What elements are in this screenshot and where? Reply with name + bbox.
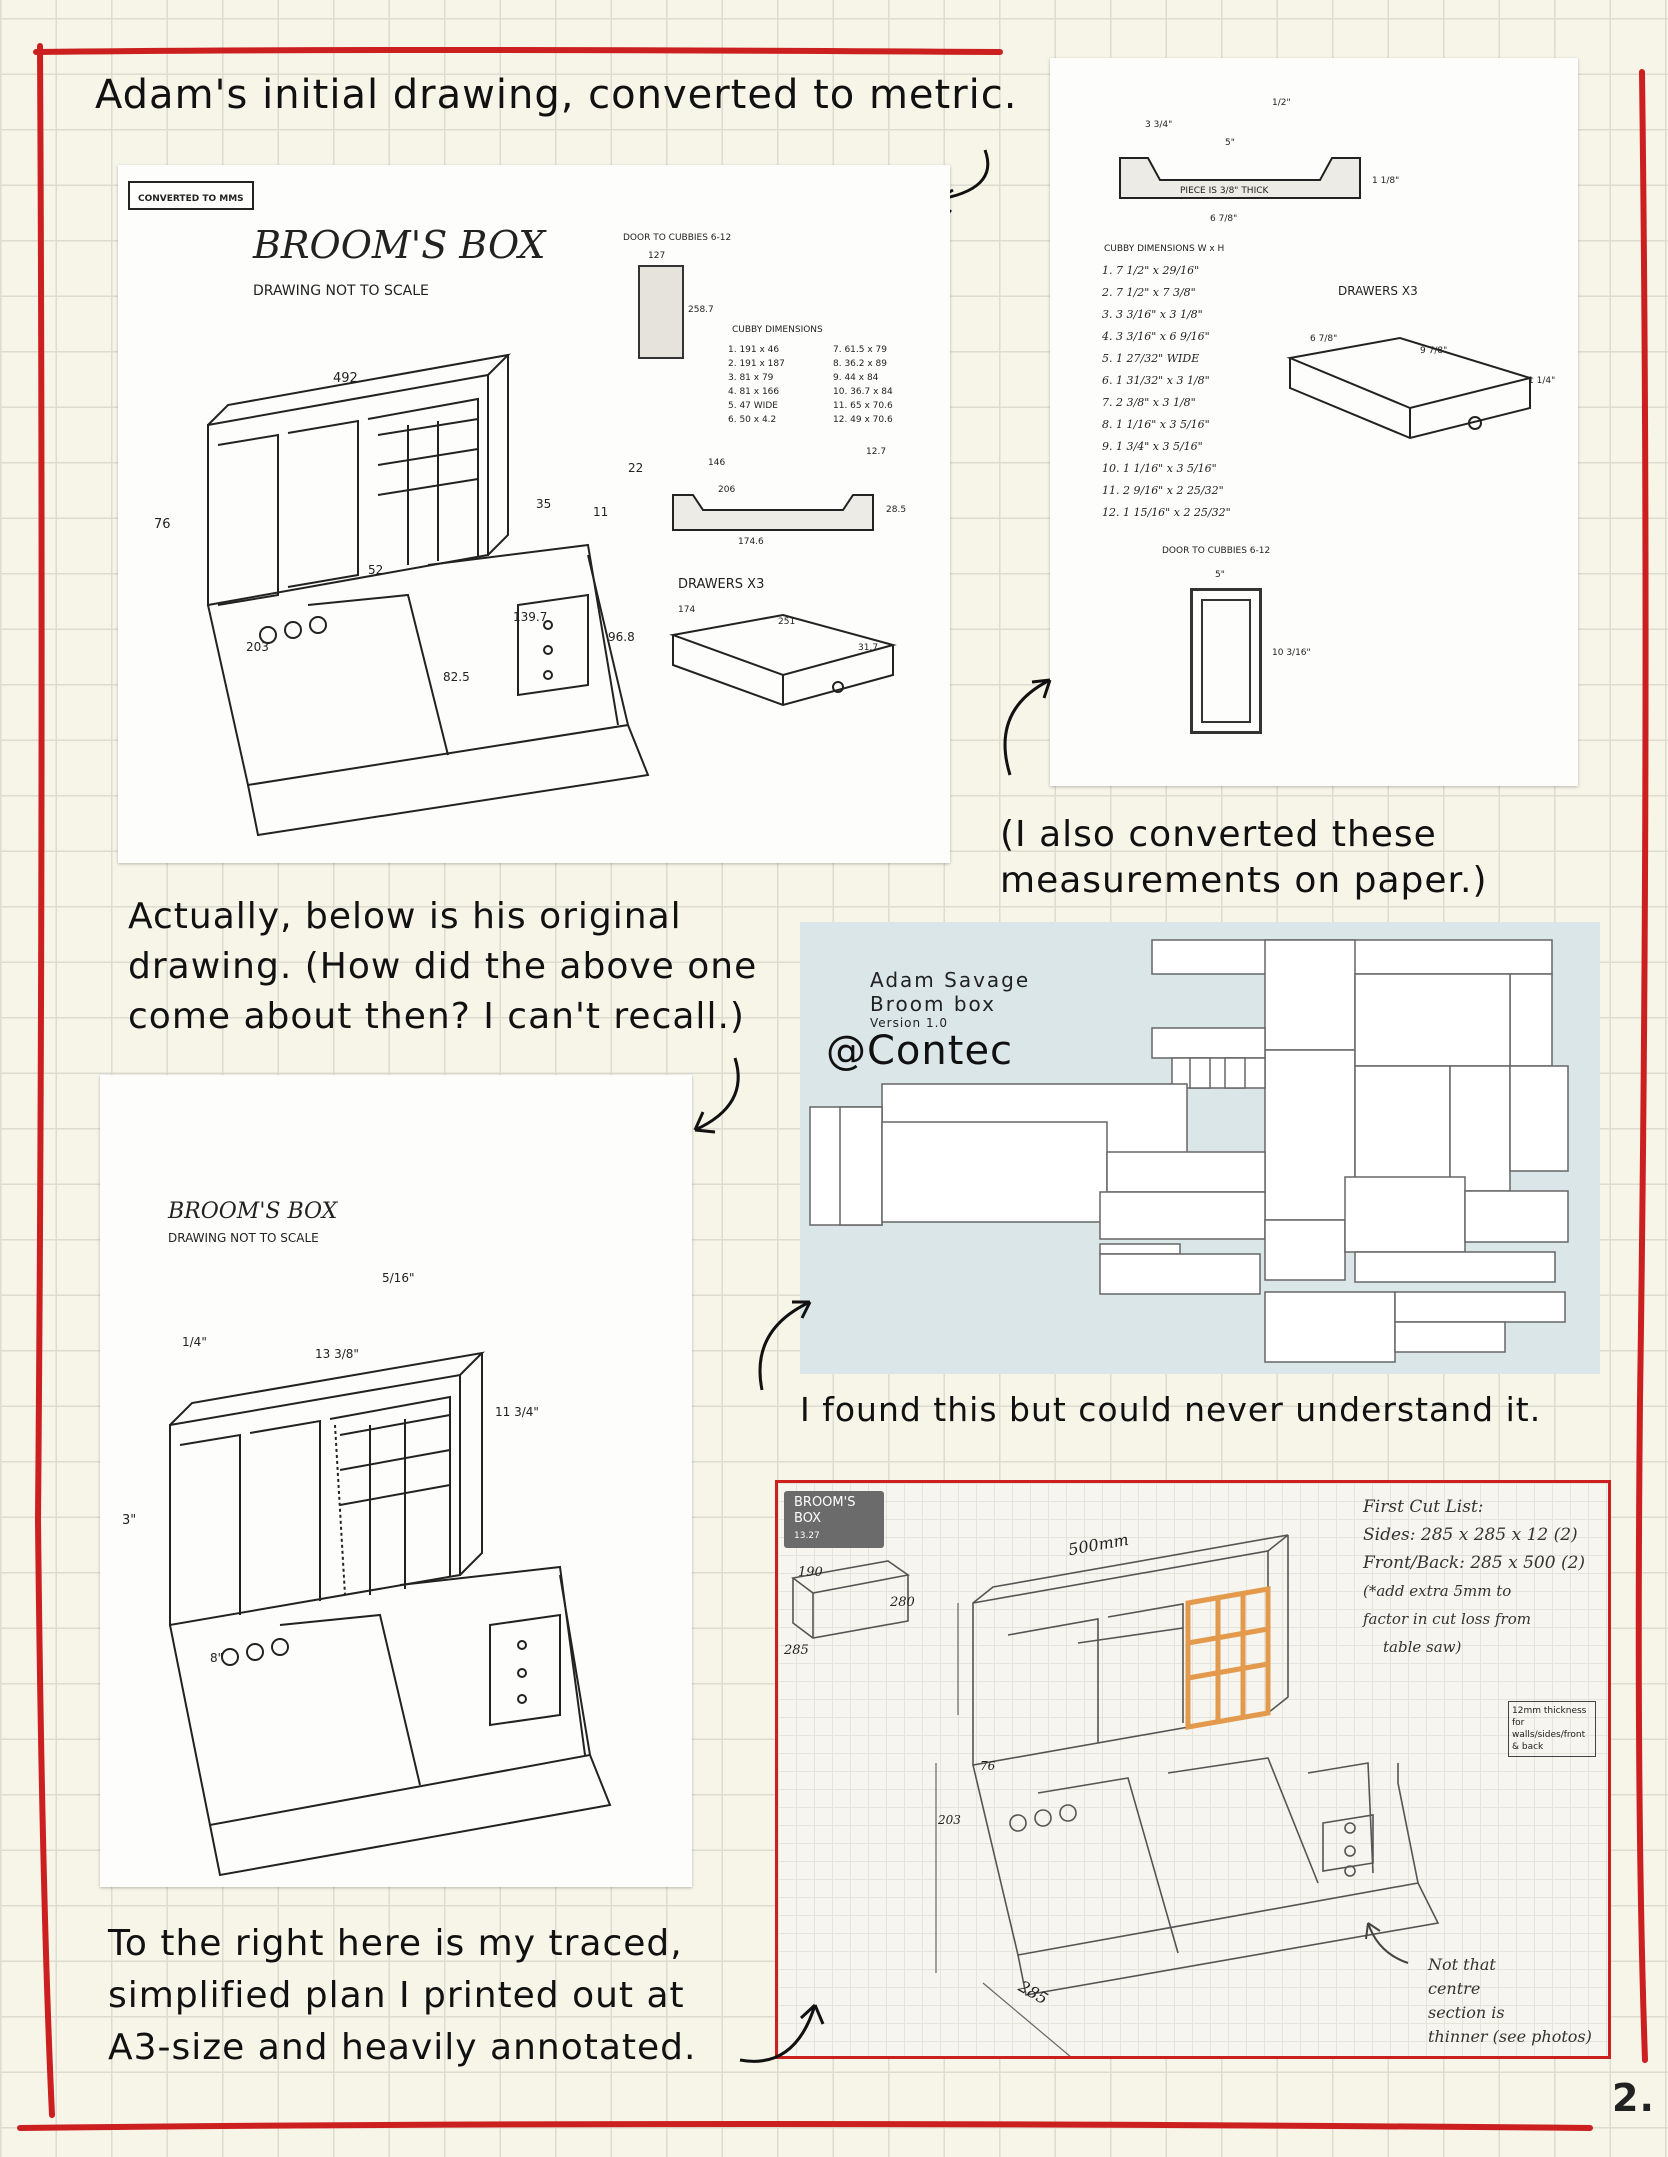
dim-label: 492 — [333, 371, 358, 386]
dim-label: 5" — [1215, 570, 1225, 580]
cut-list-note: (*add extra 5mm to — [1363, 1582, 1512, 1600]
cubby-item: 1. 191 x 46 — [728, 345, 780, 355]
cubby-item: 3. 81 x 79 — [728, 373, 774, 383]
cubby-item: 12. 49 x 70.6 — [833, 415, 893, 425]
cubby-item: 12. 1 15/16" x 2 25/32" — [1102, 506, 1231, 519]
dim-label: 5/16" — [382, 1271, 415, 1285]
centre-note-line: section is — [1428, 2003, 1505, 2022]
dim-label: 8" — [210, 1651, 224, 1665]
traced-badge-title: BROOM'S BOX — [794, 1495, 856, 1526]
cubby-item: 4. 3 3/16" x 6 9/16" — [1102, 330, 1210, 343]
dim-label: 203 — [938, 1813, 961, 1827]
cubby-item: 7. 61.5 x 79 — [833, 345, 887, 355]
dim-label: 35 — [536, 497, 552, 511]
cubby-item: 5. 47 WIDE — [728, 401, 778, 411]
dim-label: 11 — [593, 505, 609, 519]
centre-note-line: thinner (see photos) — [1428, 2027, 1592, 2046]
cubby-item: 11. 65 x 70.6 — [833, 401, 893, 411]
centre-note — [1428, 1953, 1592, 2049]
cut-list-note: factor in cut loss from — [1363, 1610, 1531, 1628]
metric-door-label: DOOR TO CUBBIES 6-12 — [623, 233, 732, 243]
cubby-item: 11. 2 9/16" x 2 25/32" — [1102, 484, 1224, 497]
contec-plan — [800, 922, 1600, 1374]
dim-label: 251 — [778, 617, 796, 627]
cut-list — [1363, 1493, 1585, 1661]
dim-label: 174.6 — [738, 537, 764, 547]
dim-label: 139.7 — [513, 610, 548, 624]
caption-line: A3-size and heavily annotated. — [108, 2027, 697, 2068]
dim-label: 1 1/8" — [1372, 176, 1400, 186]
cut-list-title: First Cut List: — [1363, 1497, 1484, 1517]
centre-note-line: Not that — [1428, 1955, 1496, 1974]
dim-label: 190 — [798, 1565, 823, 1580]
dim-label: 31.7 — [858, 643, 879, 653]
box-isometric-sketch — [130, 1285, 650, 1885]
dim-label: 206 — [718, 485, 736, 495]
caption-line: drawing. (How did the above one — [128, 946, 758, 987]
dim-label: 5" — [1225, 138, 1235, 148]
dim-label: 11 3/4" — [495, 1405, 539, 1419]
thickness-note: 12mm thickness for walls/sides/front & back — [1508, 1701, 1596, 1757]
cubby-item: 2. 7 1/2" x 7 3/8" — [1102, 286, 1196, 299]
dim-label: 285 — [1015, 1976, 1052, 2009]
cubby-item: 10. 1 1/16" x 3 5/16" — [1102, 462, 1217, 475]
paper-cubby-list — [1102, 264, 1231, 519]
dim-label: 1 1/4" — [1528, 376, 1556, 386]
caption-line: Actually, below is his original — [128, 896, 682, 937]
piece-sketch — [663, 455, 883, 545]
metric-cubby-list — [728, 345, 938, 425]
dim-label: 22 — [628, 461, 644, 475]
paper-door-label: DOOR TO CUBBIES 6-12 — [1162, 546, 1271, 556]
metric-title: BROOM'S BOX — [253, 223, 546, 267]
centre-note-line: centre — [1428, 1979, 1481, 1998]
caption-original — [128, 892, 757, 1042]
door-sketch — [638, 265, 684, 359]
original-title: BROOM'S BOX — [168, 1199, 338, 1224]
dim-label: 500mm — [1066, 1529, 1131, 1560]
caption-line: come about then? I can't recall.) — [128, 996, 745, 1037]
dim-label: 82.5 — [443, 670, 470, 684]
converted-badge: CONVERTED TO MMS — [128, 181, 254, 210]
door-sketch — [1190, 588, 1262, 734]
cubby-item: 9. 44 x 84 — [833, 373, 879, 383]
cubby-item: 5. 1 27/32" WIDE — [1102, 352, 1200, 365]
cubby-item: 6. 50 x 4.2 — [728, 415, 777, 425]
dim-label: 10 3/16" — [1272, 648, 1311, 658]
metric-cubby-title: CUBBY DIMENSIONS — [732, 325, 823, 335]
dim-label: 6 7/8" — [1210, 214, 1238, 224]
dim-label: 12.7 — [866, 447, 887, 457]
dim-label: 280 — [890, 1595, 915, 1610]
dim-label: 13 3/8" — [315, 1347, 359, 1361]
dim-label: 285 — [784, 1643, 809, 1658]
original-drawing — [100, 1075, 692, 1887]
dim-label: 203 — [246, 640, 269, 654]
cubby-item: 3. 3 3/16" x 3 1/8" — [1102, 308, 1203, 321]
dim-label: 258.7 — [688, 305, 714, 315]
metric-drawers-label: DRAWERS X3 — [678, 577, 765, 592]
cubby-item: 7. 2 3/8" x 3 1/8" — [1102, 396, 1196, 409]
caption-also-converted: (I also converted these measurements on paper.) — [1000, 814, 1488, 901]
dim-label: 127 — [648, 251, 666, 261]
arrow-icon — [990, 660, 1080, 790]
dim-label: 174 — [678, 605, 696, 615]
contec-handle: @Contec — [826, 1028, 1014, 1074]
box-isometric-sketch — [148, 305, 708, 863]
dim-label: 3 3/4" — [1145, 120, 1173, 130]
caption-line: simplified plan I printed out at — [108, 1975, 685, 2016]
drawer-sketch — [1280, 328, 1540, 478]
cut-list-item: Sides: 285 x 285 x 12 (2) — [1363, 1525, 1578, 1545]
arrow-icon — [750, 1290, 840, 1400]
cubby-item: 2. 191 x 187 — [728, 359, 785, 369]
dim-label: 6 7/8" — [1310, 334, 1338, 344]
dim-label: 96.8 — [608, 630, 635, 644]
cut-layout-diagram — [800, 922, 1600, 1374]
paper-piece-note: PIECE IS 3/8" THICK — [1180, 186, 1269, 196]
contec-title-line: Adam Savage — [870, 968, 1031, 992]
original-subtitle: DRAWING NOT TO SCALE — [168, 1231, 319, 1245]
dim-label: 9 7/8" — [1420, 346, 1448, 356]
piece-sketch — [1110, 118, 1370, 218]
paper-drawers-label: DRAWERS X3 — [1338, 284, 1418, 298]
caption-intro: Adam's initial drawing, converted to metric. — [95, 72, 1018, 118]
traced-plan — [775, 1480, 1611, 2059]
dim-label: 28.5 — [886, 505, 907, 515]
cubby-item: 8. 1 1/16" x 3 5/16" — [1102, 418, 1210, 431]
metric-drawing — [118, 165, 950, 863]
cut-list-item: Front/Back: 285 x 500 (2) — [1363, 1553, 1586, 1573]
caption-line: To the right here is my traced, — [108, 1923, 683, 1964]
dim-label: 76 — [154, 517, 171, 532]
dim-label: 52 — [368, 563, 384, 577]
arrow-icon — [735, 1990, 835, 2080]
cubby-item: 6. 1 31/32" x 3 1/8" — [1102, 374, 1210, 387]
arrow-icon — [1358, 1913, 1418, 1973]
paper-cubby-title: CUBBY DIMENSIONS W x H — [1104, 244, 1225, 254]
cubby-item: 8. 36.2 x 89 — [833, 359, 887, 369]
dim-label: 3" — [122, 1513, 137, 1528]
dim-label: 146 — [708, 458, 726, 468]
caption-found: I found this but could never understand it. — [800, 1390, 1542, 1429]
cubby-item: 9. 1 3/4" x 3 5/16" — [1102, 440, 1203, 453]
cubby-item: 10. 36.7 x 84 — [833, 387, 893, 397]
imperial-notes — [1050, 58, 1578, 786]
page-number: 2. — [1612, 2076, 1655, 2120]
cubby-item: 4. 81 x 166 — [728, 387, 780, 397]
contec-title-line: Broom box — [870, 992, 996, 1016]
dim-label: 1/2" — [1272, 98, 1291, 108]
traced-badge-num: 13.27 — [794, 1531, 820, 1541]
metric-subtitle: DRAWING NOT TO SCALE — [253, 283, 429, 299]
cut-list-note: table saw) — [1383, 1638, 1462, 1656]
caption-traced — [108, 1918, 696, 2074]
cubby-item: 1. 7 1/2" x 29/16" — [1102, 264, 1200, 277]
dim-label: 1/4" — [182, 1335, 207, 1349]
dim-label: 76 — [980, 1759, 996, 1773]
contec-version: Version 1.0 — [870, 1016, 949, 1030]
